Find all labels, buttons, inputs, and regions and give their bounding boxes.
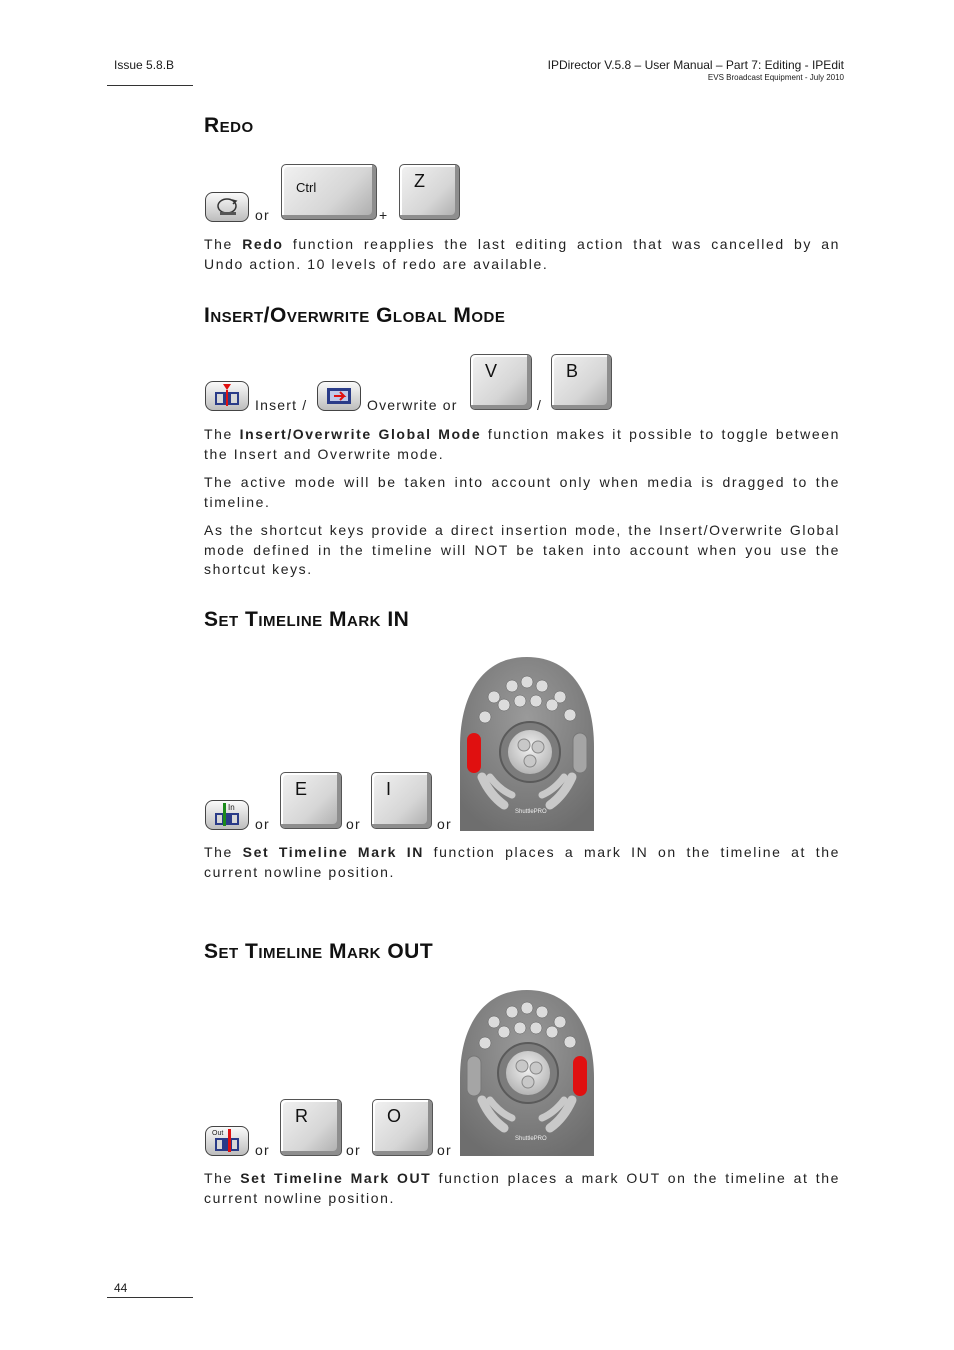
issue-label: Issue 5.8.B (114, 58, 175, 72)
key-z: Z (399, 164, 460, 220)
svg-text:In: In (228, 803, 235, 812)
key-i: I (371, 772, 432, 829)
overwrite-mode-button[interactable] (317, 381, 361, 411)
insert-mode-button[interactable] (205, 381, 249, 411)
header-rule (107, 85, 193, 86)
redo-description: The Redo function reapplies the last editing action that was cancelled by an Undo action. 10 levels of redo are available. (204, 236, 840, 272)
shuttlepro-device-icon (460, 655, 594, 831)
svg-text:Out: Out (212, 1130, 224, 1137)
svg-text:ShuttlePRO: ShuttlePRO (515, 809, 547, 815)
overwrite-label: Overwrite or (367, 397, 458, 413)
mark-in-button[interactable] (205, 800, 249, 830)
key-b: B (551, 354, 612, 410)
svg-text:ShuttlePRO: ShuttlePRO (515, 1136, 547, 1142)
redo-button[interactable] (205, 192, 249, 222)
plus-text: + (379, 207, 389, 223)
key-v: V (470, 354, 532, 410)
heading-insert-overwrite: Insert/Overwrite Global Mode (204, 304, 506, 327)
redo-icon (206, 193, 248, 221)
or-text: or (437, 816, 452, 832)
mark-out-icon (206, 1127, 248, 1155)
overwrite-icon (318, 382, 360, 410)
insert-description-1: The Insert/Overwrite Global Mode function makes it possible to toggle between the Insert and Overwrite mode. (204, 426, 840, 462)
or-text: or (437, 1142, 452, 1158)
footer-rule (107, 1297, 193, 1298)
insert-icon (206, 382, 248, 410)
insert-description-3: As the shortcut keys provide a direct insertion mode, the Insert/Overwrite Global mode defined in the timeline will NOT be taken into account when you use the shortcut keys. (204, 522, 840, 577)
heading-mark-out: Set Timeline Mark OUT (204, 940, 434, 963)
slash-text: / (537, 397, 543, 413)
or-text: or (255, 1142, 270, 1158)
or-text: or (255, 207, 270, 223)
doc-subtitle: EVS Broadcast Equipment - July 2010 (707, 73, 844, 82)
page-number: 44 (114, 1281, 128, 1295)
or-text: or (346, 1142, 361, 1158)
mark-out-button[interactable] (205, 1126, 249, 1156)
mark-in-icon (206, 801, 248, 829)
shuttlepro-device-icon (460, 988, 594, 1156)
insert-description-2: The active mode will be taken into account only when media is dragged to the timeline. (204, 474, 840, 510)
insert-label: Insert / (255, 397, 308, 413)
key-ctrl: Ctrl (281, 164, 377, 220)
key-r: R (280, 1099, 342, 1156)
mark-out-description: The Set Timeline Mark OUT function places a mark OUT on the timeline at the current nowline position. (204, 1170, 840, 1206)
heading-mark-in: Set Timeline Mark IN (204, 608, 410, 631)
key-e: E (280, 772, 342, 829)
key-o: O (372, 1099, 433, 1156)
mark-in-description: The Set Timeline Mark IN function places a mark IN on the timeline at the current nowline position. (204, 844, 841, 880)
or-text: or (346, 816, 361, 832)
heading-redo: Redo (204, 114, 254, 137)
or-text: or (255, 816, 270, 832)
doc-title: IPDirector V.5.8 – User Manual – Part 7: Editing - IPEdit (547, 58, 844, 72)
